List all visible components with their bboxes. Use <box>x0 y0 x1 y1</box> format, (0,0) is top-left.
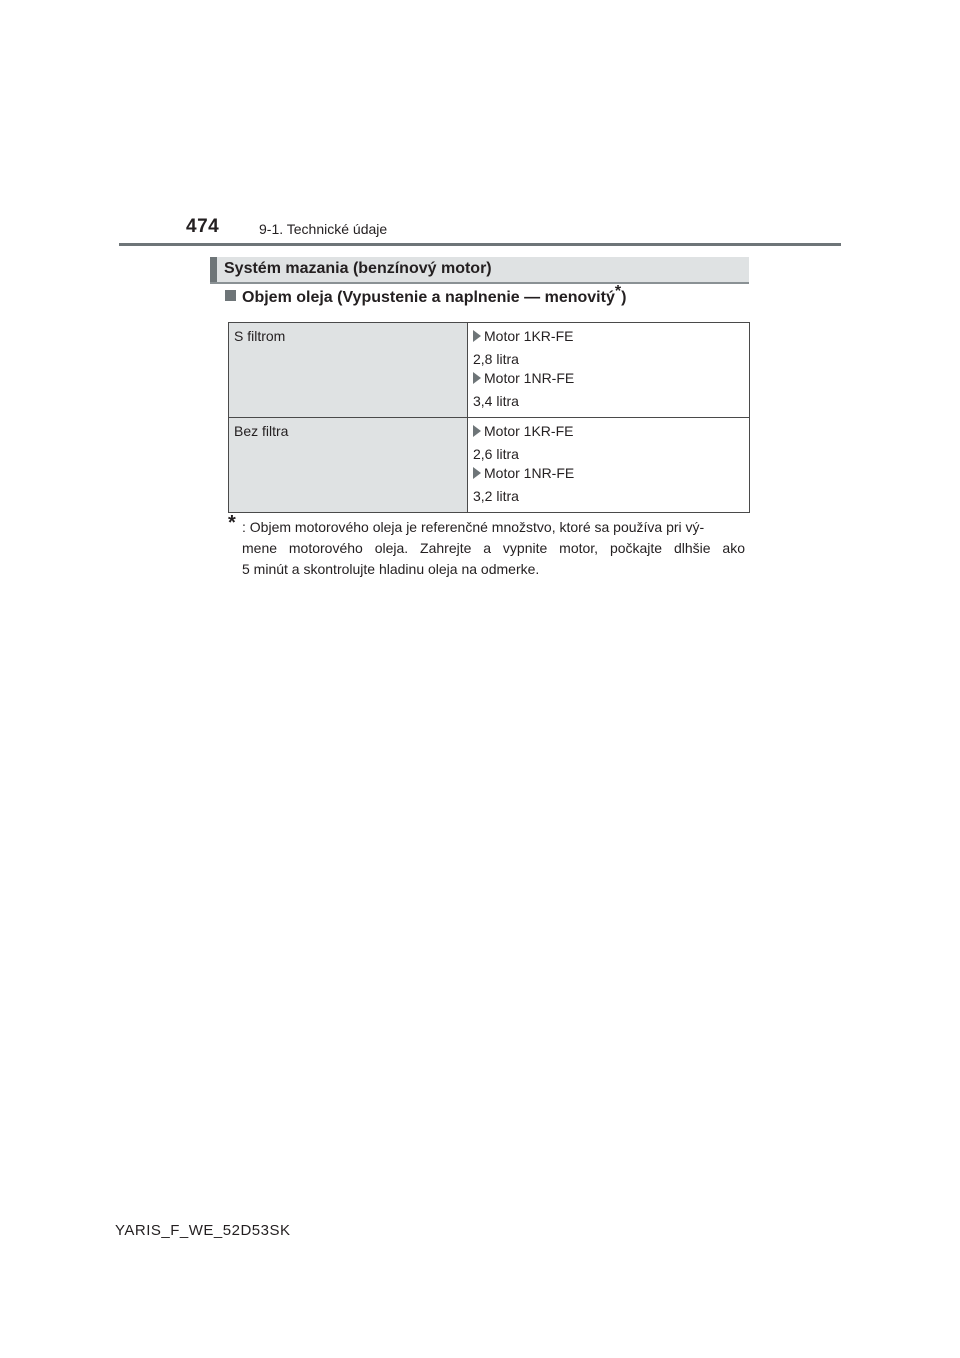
footnote-line <box>242 517 745 538</box>
triangle-bullet-icon <box>473 330 481 342</box>
footnote-line-1: Objem motorového oleja je referenčné množstvo, ktoré sa používa pri vý- <box>249 519 705 535</box>
footnote <box>228 513 745 580</box>
engine-name: Motor 1KR-FE <box>484 328 574 344</box>
subheading <box>225 283 627 307</box>
footnote-line-3: 5 minút a skontrolujte hladinu oleja na odmerke. <box>242 561 540 577</box>
header-divider <box>119 243 841 246</box>
engine-name: Motor 1KR-FE <box>484 423 574 439</box>
subheading-text: Objem oleja (Vypustenie a naplnenie — menovitý <box>242 289 615 306</box>
row-value <box>468 418 750 513</box>
subheading-asterisk: * <box>614 283 622 300</box>
row-label: Bez filtra <box>229 418 468 513</box>
triangle-bullet-icon <box>473 425 481 437</box>
footnote-text <box>228 517 745 580</box>
row-value <box>468 323 750 418</box>
engine-item <box>473 327 744 347</box>
triangle-bullet-icon <box>473 372 481 384</box>
engine-volume: 2,6 litra <box>473 446 519 462</box>
engine-item <box>473 464 744 484</box>
engine-volume: 3,4 litra <box>473 393 519 409</box>
page-number: 474 <box>186 216 220 237</box>
engine-item <box>473 422 744 442</box>
footnote-asterisk: * <box>228 512 236 534</box>
table-row <box>229 323 750 418</box>
table-row <box>229 418 750 513</box>
footnote-line-2: mene motorového oleja. Zahrejte a vypnite motor, počkajte dlhšie ako <box>242 540 745 556</box>
row-label: S filtrom <box>229 323 468 418</box>
triangle-bullet-icon <box>473 467 481 479</box>
oil-capacity-table <box>228 322 750 513</box>
engine-item <box>473 369 744 389</box>
section-title-bar <box>210 257 749 284</box>
engine-volume: 3,2 litra <box>473 488 519 504</box>
footnote-colon: : <box>242 519 246 535</box>
engine-name: Motor 1NR-FE <box>484 465 575 481</box>
subheading-close: ) <box>621 289 627 306</box>
engine-name: Motor 1NR-FE <box>484 370 575 386</box>
engine-volume: 2,8 litra <box>473 351 519 367</box>
section-bar-accent <box>210 257 217 282</box>
section-title: Systém mazania (benzínový motor) <box>224 260 492 277</box>
section-reference: 9-1. Technické údaje <box>259 221 388 237</box>
document-code: YARIS_F_WE_52D53SK <box>115 1222 291 1239</box>
square-bullet-icon <box>225 290 236 301</box>
